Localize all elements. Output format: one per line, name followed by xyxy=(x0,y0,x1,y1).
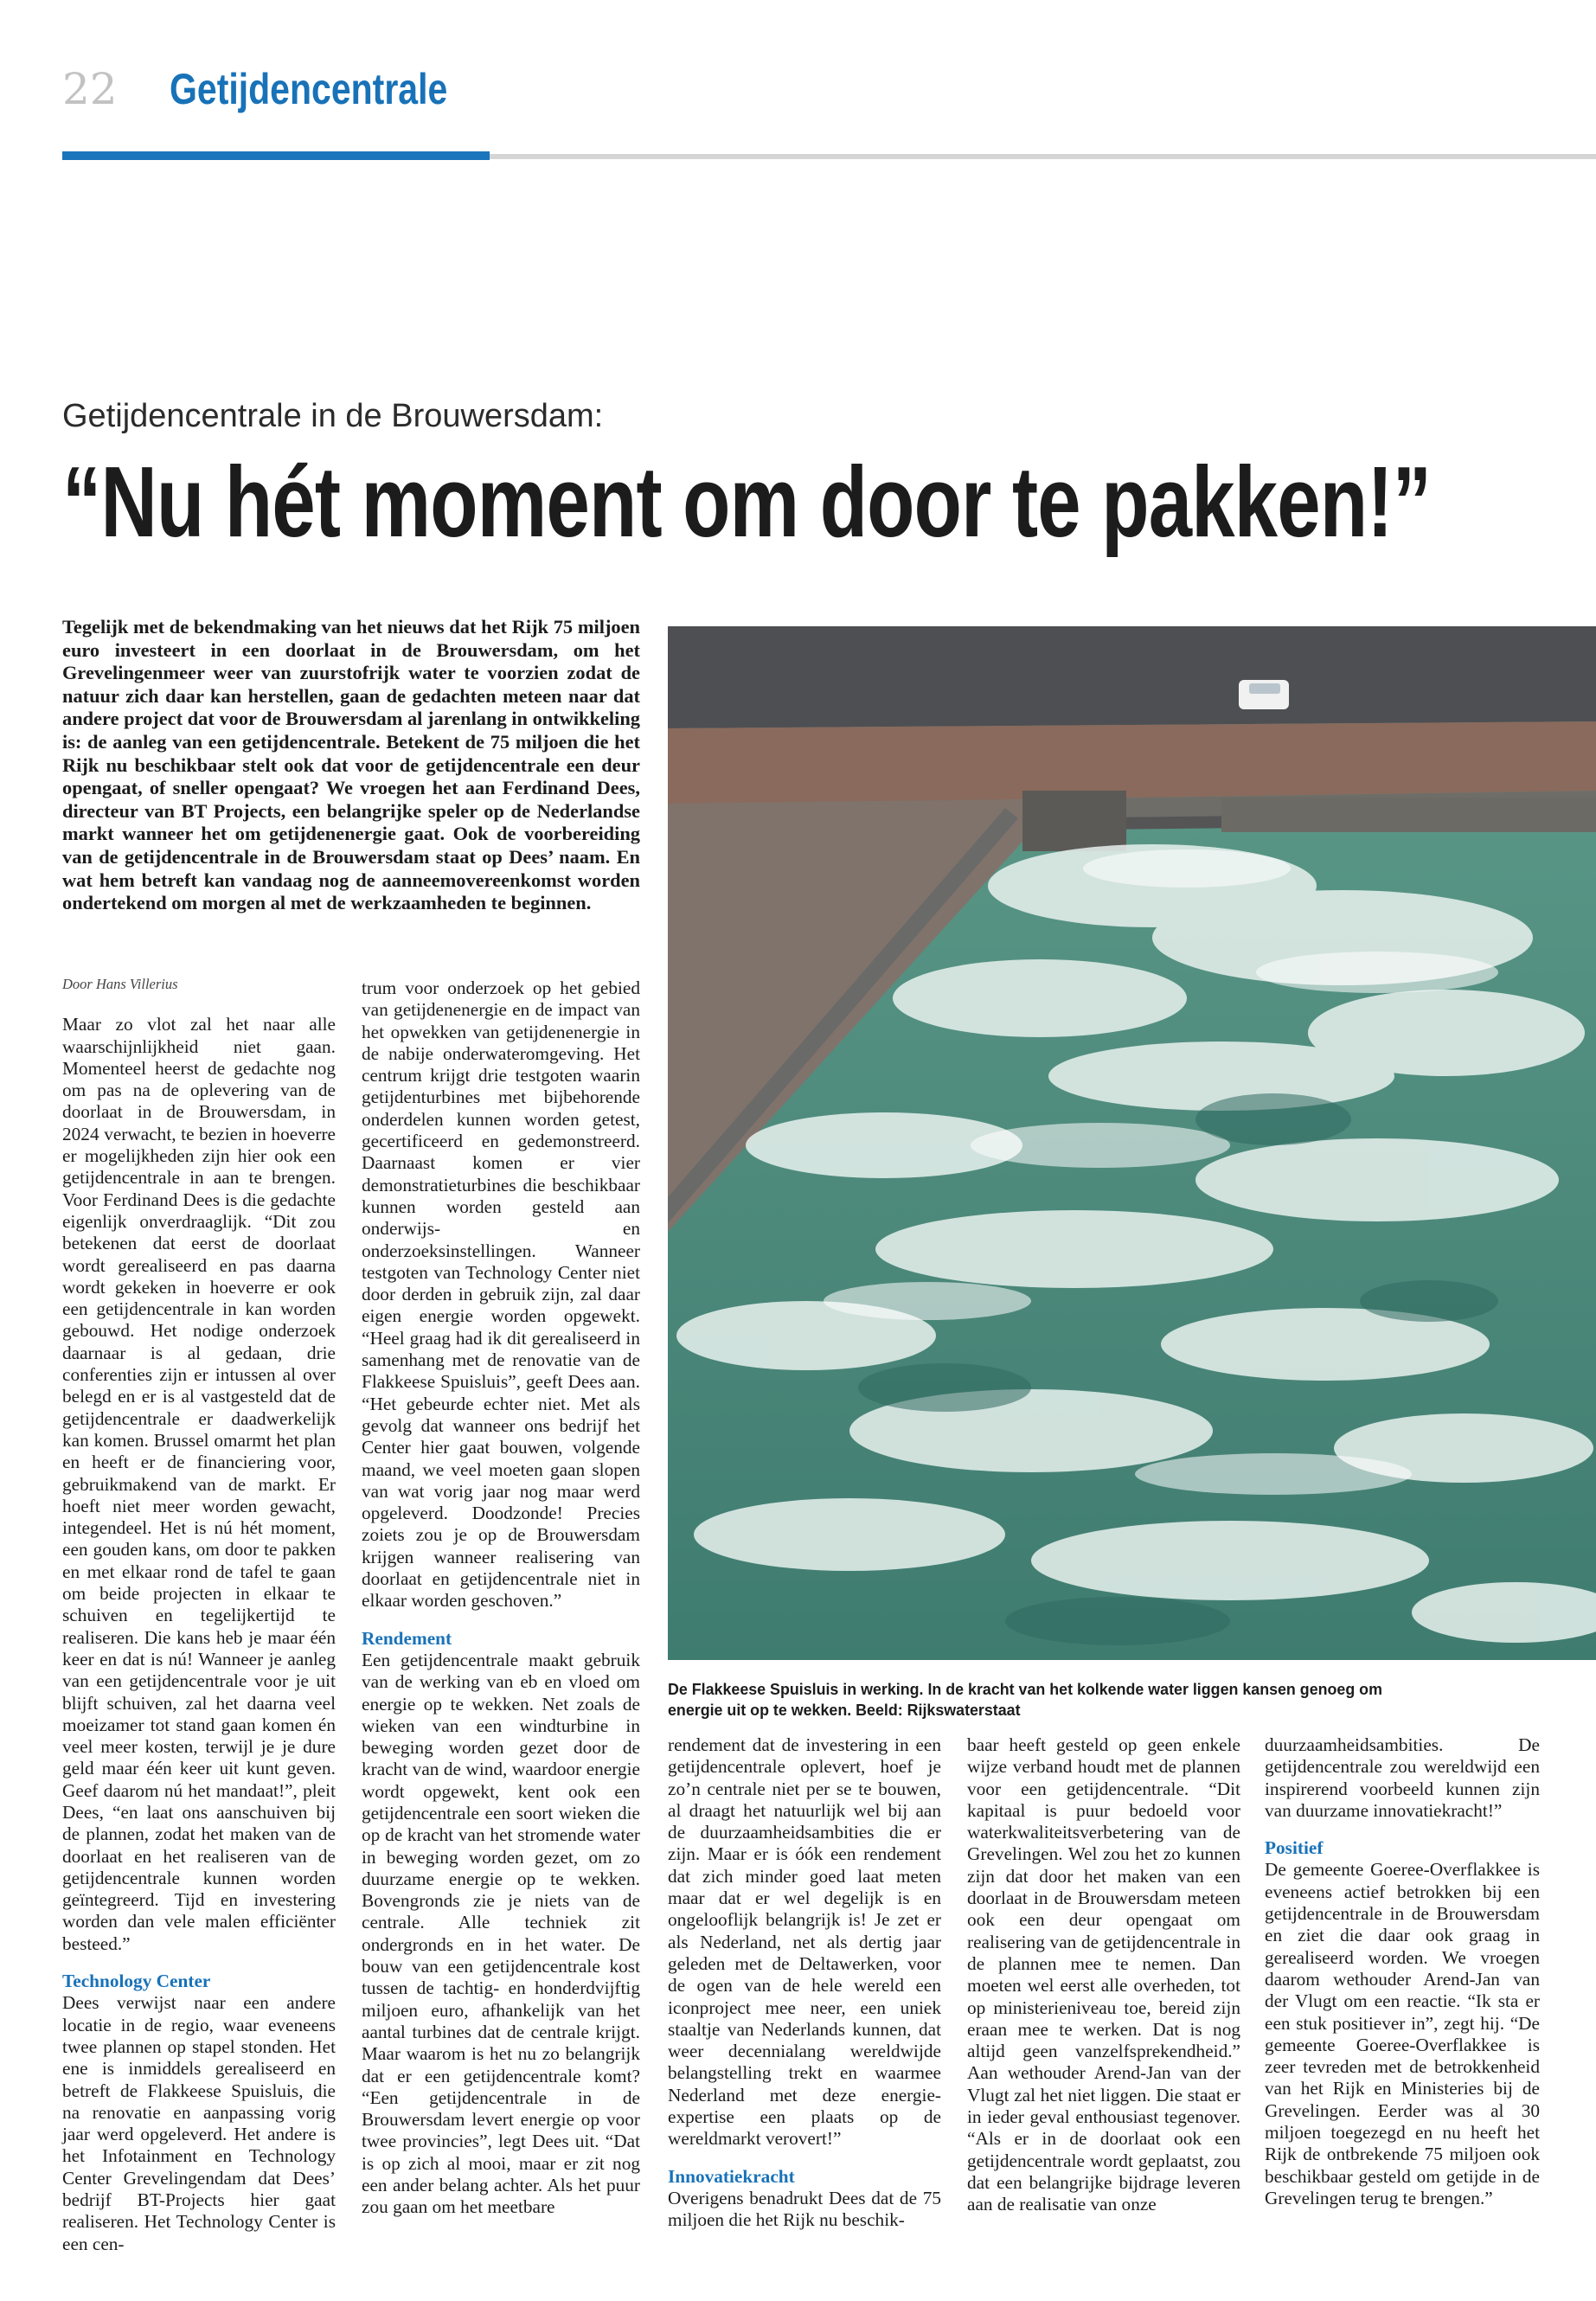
col2-paragraph-2: Een getijdencentrale maakt gebruik van de werking van eb en vloed om energie op te wekken. Net zoals de wieken van een windturbine in beweging worden gezet door de kracht van de wind, waardoor energie wordt opgewekt, kent ook een getijdencentrale een soort wieken die op de kracht van het stromende water in beweging worden gezet, om zo duurzame energie op te wekken. Bovengronds zie je niets van de centrale. Alle techniek zit ondergronds en in het water. De bouw van een getijdencentrale kost tussen de tachtig- en honderdvijftig miljoen euro, afhankelijk van het aantal turbines dat de centrale krijgt. Maar waarom is het nu zo belangrijk dat er een getijdencentrale komt? “Een getijdencentrale in de Brouwersdam levert energie op voor twee provincies”, legt Dees uit. “Dat is op zich al mooi, maar er zit nog een ander belang achter. Als het puur zou gaan om het meetbare xyxy=(362,1649,640,2218)
text-column-4 xyxy=(967,1734,1240,2216)
header-rule xyxy=(490,154,1596,159)
page-number: 22 xyxy=(62,64,118,114)
byline: Door Hans Villerius xyxy=(62,976,178,992)
article-headline: “Nu hét moment om door te pakken!” xyxy=(62,445,1432,558)
article-kicker: Getijdencentrale in de Brouwersdam: xyxy=(62,398,604,434)
text-column-2 xyxy=(362,977,640,2219)
col4-paragraph-1: baar heeft gesteld op geen enkele wijze verband houdt met de plannen voor een getijdencentrale. “Dit kapitaal is puur bedoeld voor waterkwaliteitsverbetering van de Grevelingen. Wel zou het zo kunnen zijn dat door het maken van een doorlaat in de Brouwersdam meteen ook een deur opengaat om realisering van de getijdencentrale in de plannen mee te nemen. Dan moeten wel eerst alle overheden, tot op ministerieniveau toe, bereid zijn eraan mee te werken. Dat is nog altijd geen vanzelfsprekendheid.” Aan wethouder Arend-Jan van der Vlugt zal het niet liggen. Die staat er in ieder geval enthousiast tegenover. “Als er in de doorlaat ook een getijdencentrale wordt geplaatst, zou dat een belangrijke bijdrage leveren aan de realisatie van onze xyxy=(967,1734,1240,2215)
subheading-innovatiekracht: Innovatiekracht xyxy=(668,2165,795,2187)
photo-flakkeese-spuisluis xyxy=(668,626,1596,1660)
photo-caption: De Flakkeese Spuisluis in werking. In de kracht van het kolkende water liggen kansen genoeg om energie uit op te wekken. Beeld: Rijkswaterstaat xyxy=(668,1680,1382,1719)
subheading-technology-center: Technology Center xyxy=(62,1971,211,1992)
header-rule-accent xyxy=(62,151,490,160)
col3-paragraph-2: Overigens benadrukt Dees dat de 75 miljoen die het Rijk nu beschik- xyxy=(668,2187,941,2231)
subheading-rendement: Rendement xyxy=(362,1627,452,1649)
section-title: Getijdencentrale xyxy=(170,65,448,113)
text-column-1 xyxy=(62,973,336,2255)
col5-paragraph-1: duurzaamheidsambities. De getijdencentrale zou wereldwijd een inspirerend voorbeeld kunnen zijn van duurzame innovatiekracht!” xyxy=(1265,1734,1540,1821)
subheading-positief: Positief xyxy=(1265,1837,1324,1859)
col5-paragraph-2: De gemeente Goeree-Overflakkee is eveneens actief betrokken bij een getijdencentrale in de Brouwersdam en ziet die daar ook graag in gerealiseerd worden. We vroegen daarom wethouder Arend-Jan van der Vlugt om een reactie. “Ik sta er een stuk positiever in”, zegt hij. “De gemeente Goeree-Overflakkee is zeer tevreden met de betrokkenheid van het Rijk en Ministeries bij de Grevelingen. Eerder was al 30 miljoen toegezegd en nu heeft het Rijk de ontbrekende 75 miljoen ook beschikbaar gesteld om getijde in de Grevelingen terug te brengen.” xyxy=(1265,1859,1540,2208)
col1-paragraph-2: Dees verwijst naar een andere locatie in de regio, waar eveneens twee plannen op stapel stonden. Het ene is inmiddels gerealiseerd en betreft de Flakkeese Spuisluis, die na renovatie en aanpassing vorig jaar werd opgeleverd. Het andere is het Infotainment en Technology Center Grevelingendam dat Dees’ bedrijf BT-Projects hier gaat realiseren. Het Technology Center is een cen- xyxy=(62,1992,336,2254)
col1-paragraph-1: Maar zo vlot zal het naar alle waarschijnlijkheid niet gaan. Momenteel heerst de gedachte nog om pas na de oplevering van de doorlaat in de Brouwersdam, in 2024 verwacht, te bezien in hoeverre er mogelijkheden zijn hier ook een getijdencentrale in aan te brengen. Voor Ferdinand Dees is die gedachte eigenlijk onverdraaglijk. “Dit zou betekenen dat eerst de doorlaat wordt gerealiseerd en pas daarna wordt gekeken in hoeverre er ook een getijdencentrale in kan worden gebouwd. Het nodige onderzoek daarnaar is al gedaan, drie conferenties zijn er intussen al over belegd en er is al vastgesteld dat de getijdencentrale er daadwerkelijk kan komen. Brussel omarmt het plan en heeft er de financiering voor, gebruikmakend van de markt. Er hoeft niet meer worden gewacht, integendeel. Het is nú hét moment, een gouden kans, om door te pakken en met elkaar rond de tafel te gaan om beide projecten in elkaar te schuiven en tegelijkertijd te realiseren. Die kans heb je maar één keer en dat is nú! Wanneer je aanleg van een getijdencentrale voor je uit blijft schuiven, zal het daarna veel moeizamer tot stand gaan komen én veel meer kosten, terwijl je je dure geld maar één keer uit kunt geven. Geef daarom nú het mandaat!”, pleit Dees, “en laat ons aanschuiven bij de plannen, zodat het maken van de doorlaat en het realiseren van de getijdencentrale kunnen worden geïntegreerd. Tijd en investering worden dan vele malen efficiënter besteed.” xyxy=(62,1014,336,1954)
col3-paragraph-1: rendement dat de investering in een getijdencentrale oplevert, hoef je zo’n centrale niet per se te bouwen, al draagt het natuurlijk wel bij aan de duurzaamheidsambities die er zijn. Maar er is óók een rendement dat zich minder goed laat meten maar dat er wel degelijk is en ongelooflijk belangrijk is! Je zet er als Nederland, net als dertig jaar geleden met de Deltawerken, voor de ogen van de hele wereld een iconproject mee neer, een uniek staaltje van Nederlands kunnen, dat weer decennialang wereldwijde belangstelling trekt en waarmee Nederland met deze energie-expertise een plaats op de wereldmarkt verovert!” xyxy=(668,1734,941,2150)
article-intro: Tegelijk met de bekendmaking van het nieuws dat het Rijk 75 miljoen euro investeert in een doorlaat in de Brouwersdam, om het Grevelingenmeer weer van zuurstofrijk water te voorzien zodat de natuur zich daar kan herstellen, gaan de gedachten meteen naar dat andere project dat voor de Brouwersdam al jarenlang in ontwikkeling is: de aanleg van een getijdencentrale. Betekent de 75 miljoen die het Rijk nu beschikbaar stelt ook dat voor de getijdencentrale een deur opengaat, of sneller opengaat? We vroegen het aan Ferdinand Dees, directeur van BT Projects, een belangrijke speler op de Nederlandse markt wanneer het om getijdenenergie gaat. Ook de voorbereiding van de getijdencentrale in de Brouwersdam staat op Dees’ naam. En wat hem betreft kan vandaag nog de aanneemovereenkomst worden ondertekend om morgen al met de werkzaamheden te beginnen. xyxy=(62,616,640,914)
text-column-5 xyxy=(1265,1734,1540,2209)
text-column-3 xyxy=(668,1734,941,2232)
col2-paragraph-1: trum voor onderzoek op het gebied van getijdenenergie en de impact van het opwekken van getijdenenergie in de nabije onderwateromgeving. Het centrum krijgt drie testgoten waarin getijdenturbines met bijbehorende onderdelen kunnen worden getest, gecertificeerd en gedemonstreerd. Daarnaast komen er vier demonstratieturbines die beschikbaar kunnen worden gesteld aan onderwijs- en onderzoeksinstellingen. Wanneer testgoten van Technology Center niet door derden in gebruik zijn, zal daar eigen energie worden opgewekt. “Heel graag had ik dit gerealiseerd in samenhang met de renovatie van de Flakkeese Spuisluis”, geeft Dees aan. “Het gebeurde echter niet. Met als gevolg dat wanneer ons bedrijf het Center hier gaat bouwen, volgende maand, we veel moeten gaan slopen van wat vorig jaar nog maar werd opgeleverd. Doodzonde! Precies zoiets zou je op de Brouwersdam krijgen wanneer realisering van doorlaat en getijdencentrale niet in elkaar worden geschoven.” xyxy=(362,977,640,1612)
